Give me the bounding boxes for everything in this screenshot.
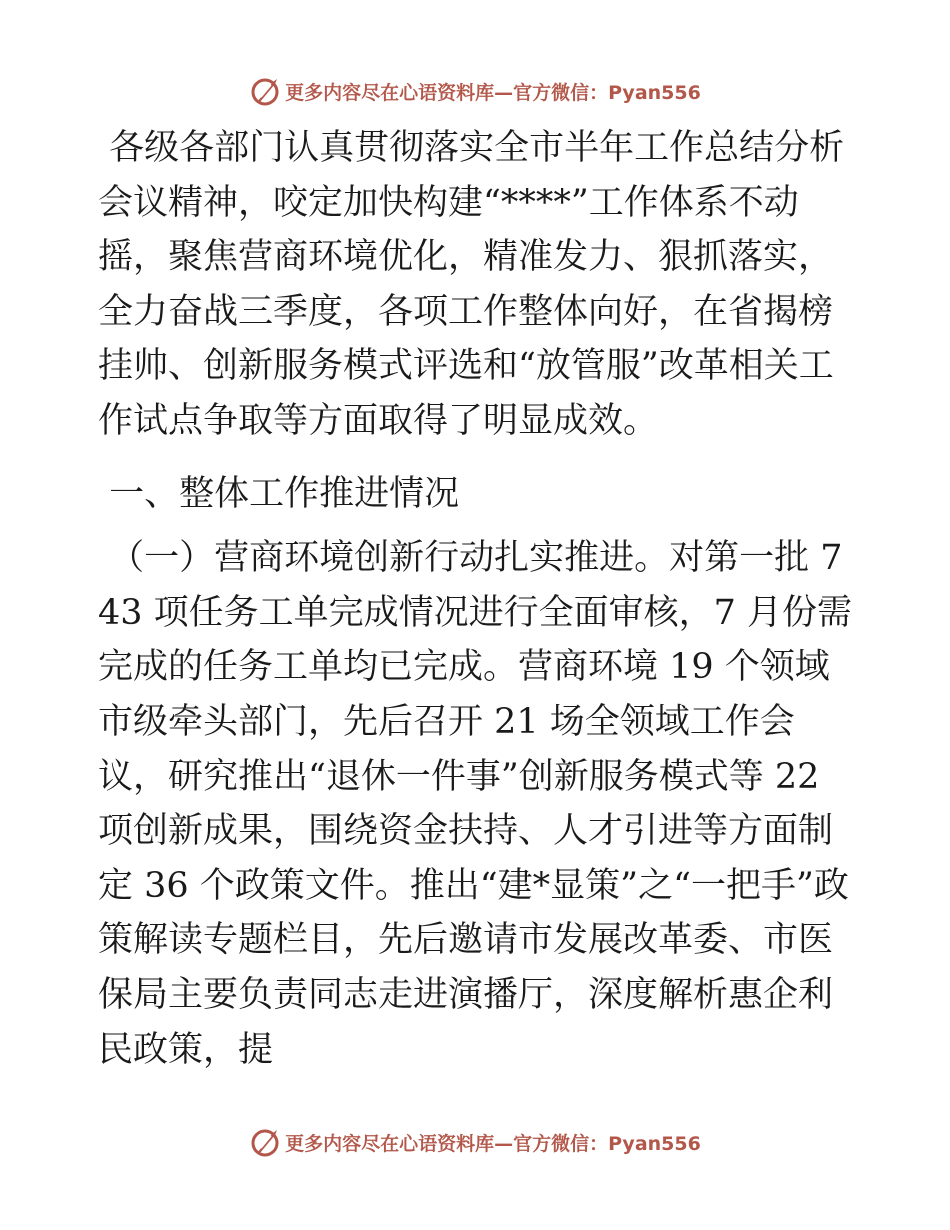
feather-pen-circle-logo-icon: [249, 74, 283, 108]
watermark-text: 更多内容尽在心语资料库—官方微信：Pyan556: [285, 1132, 701, 1155]
feather-pen-circle-logo-icon: [249, 1125, 283, 1159]
watermark-text: 更多内容尽在心语资料库—官方微信：Pyan556: [285, 81, 701, 104]
body-paragraph-section-1: （一）营商环境创新行动扎实推进。对第一批 743 项任务工单完成情况进行全面审核，7 月份需完成的任务工单均已完成。营商环境 19 个领域市级牵头部门，先后召开 21 场全领域工作会议，研究推出“退休一件事”创新服务模式等 22 项创新成果，围绕资金扶持、人才引进等方面制定 36 个政策文件。推出“建*显策”之“一把手”政策解读专题栏目，先后邀请市发展改革委、市医保局主要负责同志走进演播厅，深度解析惠企利民政策，提: [98, 538, 853, 1070]
watermark-banner-bottom: [0, 1122, 950, 1162]
document-body: [98, 121, 858, 1077]
section-heading: 一、整体工作推进情况: [98, 473, 460, 514]
body-paragraph-intro: 各级各部门认真贯彻落实全市半年工作总结分析会议精神，咬定加快构建“****”工作体系不动摇，聚焦营商环境优化，精准发力、狠抓落实，全力奋战三季度，各项工作整体向好，在省揭榜挂帅、创新服务模式评选和“放管服”改革相关工作试点争取等方面取得了明显成效。: [98, 128, 845, 441]
watermark-banner-top: [0, 71, 950, 111]
